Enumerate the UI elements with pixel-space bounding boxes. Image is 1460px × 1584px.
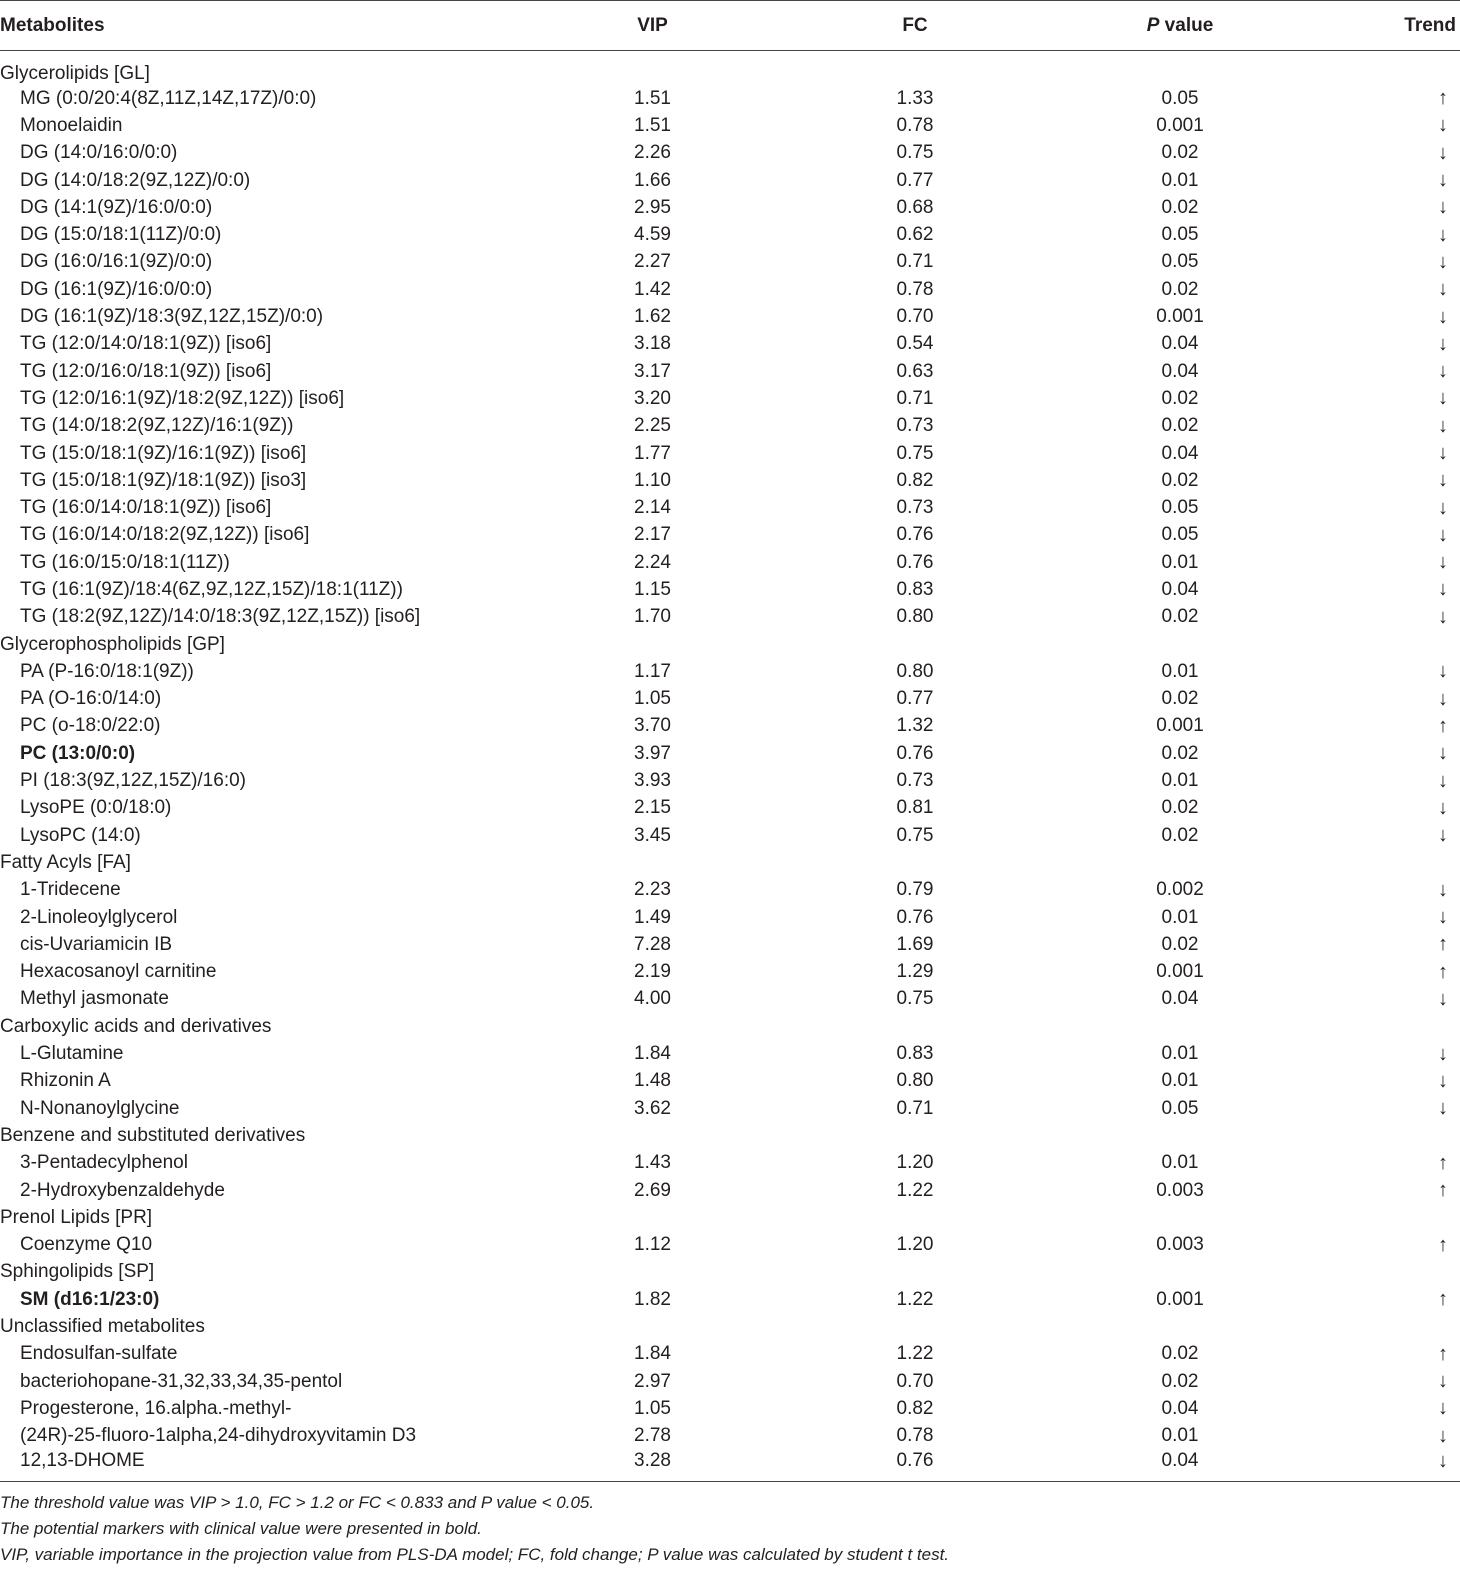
metabolite-name: bacteriohopane-31,32,33,34,35-pentol <box>20 1370 343 1392</box>
table-row <box>0 931 1460 958</box>
trend-arrow: ↓ <box>1438 906 1448 929</box>
fc-cell: 0.78 <box>896 114 934 136</box>
trend-arrow: ↓ <box>1438 578 1448 601</box>
metabolite-name: 1-Tridecene <box>20 879 121 901</box>
table-row <box>0 1341 1460 1368</box>
p-value-cell: 0.01 <box>1161 1152 1199 1174</box>
fc-cell: 0.75 <box>896 824 934 846</box>
header-trend: Trend <box>1275 1 1460 51</box>
table-row <box>0 440 1460 467</box>
fc-cell: 0.68 <box>896 196 934 218</box>
vip-cell: 4.00 <box>634 988 671 1010</box>
p-value-cell: 0.01 <box>1161 660 1199 682</box>
table-row <box>0 522 1460 549</box>
category-row <box>0 1013 1460 1040</box>
vip-cell: 7.28 <box>634 933 671 955</box>
trend-arrow: ↓ <box>1438 278 1448 301</box>
fc-cell: 0.77 <box>896 688 934 710</box>
category-row <box>0 1204 1460 1231</box>
fc-cell: 0.63 <box>896 360 934 382</box>
vip-cell: 3.28 <box>560 1450 745 1482</box>
table-row <box>0 413 1460 440</box>
table-row <box>0 331 1460 358</box>
metabolite-name: TG (16:0/15:0/18:1(11Z)) <box>20 551 230 573</box>
p-value-cell: 0.01 <box>1161 906 1199 928</box>
metabolite-name: TG (16:1(9Z)/18:4(6Z,9Z,12Z,15Z)/18:1(11Z)) <box>20 578 403 600</box>
category-label: Glycerolipids [GL] <box>0 63 150 84</box>
vip-cell: 2.23 <box>634 879 671 901</box>
vip-cell: 3.45 <box>634 824 671 846</box>
metabolite-name: TG (16:0/14:0/18:2(9Z,12Z)) [iso6] <box>20 524 310 546</box>
table-row <box>0 303 1460 330</box>
table-row <box>0 467 1460 494</box>
metabolite-name: 2-Linoleoylglycerol <box>20 906 178 928</box>
table-row <box>0 1068 1460 1095</box>
vip-cell: 1.10 <box>634 469 671 491</box>
fc-cell: 0.73 <box>896 770 934 792</box>
vip-cell: 1.05 <box>634 688 671 710</box>
metabolite-name: Monoelaidin <box>20 114 123 136</box>
p-value-cell: 0.001 <box>1156 114 1204 136</box>
p-value-cell: 0.02 <box>1161 1370 1199 1392</box>
table-row <box>0 1368 1460 1395</box>
p-value-cell: 0.05 <box>1161 87 1199 109</box>
p-value-cell: 0.04 <box>1085 1450 1275 1482</box>
metabolite-name: TG (12:0/14:0/18:1(9Z)) [iso6] <box>20 333 272 355</box>
trend-arrow: ↑ <box>1438 1179 1448 1202</box>
fc-cell: 0.76 <box>896 524 934 546</box>
fc-cell: 0.70 <box>896 306 934 328</box>
trend-arrow: ↓ <box>1438 878 1448 901</box>
vip-cell: 1.51 <box>634 87 671 109</box>
metabolite-name: Hexacosanoyl carnitine <box>20 961 217 983</box>
table-row <box>0 1395 1460 1422</box>
fc-cell: 0.73 <box>896 497 934 519</box>
category-label: Unclassified metabolites <box>0 1316 205 1337</box>
vip-cell: 1.15 <box>634 578 671 600</box>
trend-arrow: ↓ <box>1438 223 1448 246</box>
p-value-cell: 0.02 <box>1161 387 1199 409</box>
category-row <box>0 631 1460 658</box>
fc-cell: 1.22 <box>896 1179 934 1201</box>
vip-cell: 1.62 <box>634 306 671 328</box>
table-row <box>0 385 1460 412</box>
vip-cell: 3.17 <box>634 360 671 382</box>
vip-cell: 2.95 <box>634 196 671 218</box>
fc-cell: 1.20 <box>896 1152 934 1174</box>
header-row <box>0 1 1460 51</box>
vip-cell: 1.49 <box>634 906 671 928</box>
table-row <box>0 549 1460 576</box>
p-value-cell: 0.02 <box>1161 797 1199 819</box>
metabolite-name: Coenzyme Q10 <box>20 1234 153 1256</box>
trend-arrow: ↑ <box>1438 1151 1448 1174</box>
trend-arrow: ↓ <box>1438 387 1448 410</box>
metabolite-name: (24R)-25-fluoro-1alpha,24-dihydroxyvitamin D3 <box>20 1425 417 1447</box>
fc-cell: 0.76 <box>896 742 934 764</box>
table-row <box>0 194 1460 221</box>
p-value-cell: 0.05 <box>1161 497 1199 519</box>
p-value-cell: 0.001 <box>1156 1288 1204 1310</box>
vip-cell: 2.17 <box>634 524 671 546</box>
vip-cell: 3.62 <box>634 1097 671 1119</box>
vip-cell: 1.70 <box>634 606 671 628</box>
trend-arrow: ↑ <box>1438 1233 1448 1256</box>
metabolite-name: PA (P-16:0/18:1(9Z)) <box>20 660 194 682</box>
p-value-cell: 0.01 <box>1161 1425 1199 1447</box>
vip-cell: 1.12 <box>634 1234 671 1256</box>
fc-cell: 0.80 <box>896 1070 934 1092</box>
trend-arrow: ↓ <box>1438 1042 1448 1065</box>
table-row <box>0 767 1460 794</box>
category-label: Glycerophospholipids [GP] <box>0 633 225 655</box>
metabolite-name: DG (16:1(9Z)/16:0/0:0) <box>20 278 213 300</box>
p-value-cell: 0.05 <box>1161 524 1199 546</box>
table-body <box>0 51 1460 1482</box>
fc-cell: 0.54 <box>896 333 934 355</box>
table-row <box>0 904 1460 931</box>
table-row <box>0 167 1460 194</box>
category-label: Benzene and substituted derivatives <box>0 1124 306 1146</box>
vip-cell: 2.78 <box>634 1425 671 1447</box>
trend-arrow: ↓ <box>1438 1097 1448 1120</box>
table-row <box>0 576 1460 603</box>
fc-cell: 0.80 <box>896 660 934 682</box>
table-row <box>0 1450 1460 1482</box>
fc-cell: 0.79 <box>896 879 934 901</box>
trend-arrow: ↓ <box>1438 250 1448 273</box>
metabolite-name: MG (0:0/20:4(8Z,11Z,14Z,17Z)/0:0) <box>20 87 317 109</box>
metabolite-name: TG (15:0/18:1(9Z)/16:1(9Z)) [iso6] <box>20 442 307 464</box>
trend-arrow: ↓ <box>1438 196 1448 219</box>
vip-cell: 1.48 <box>634 1070 671 1092</box>
metabolite-name: Methyl jasmonate <box>20 988 169 1010</box>
fc-cell: 0.76 <box>896 906 934 928</box>
fc-cell: 1.29 <box>896 961 934 983</box>
metabolite-name: DG (15:0/18:1(11Z)/0:0) <box>20 224 222 246</box>
p-value-cell: 0.05 <box>1161 224 1199 246</box>
p-value-cell: 0.001 <box>1156 961 1204 983</box>
trend-arrow: ↑ <box>1438 1288 1448 1311</box>
footnotes <box>0 1482 1460 1568</box>
p-value-cell: 0.05 <box>1161 251 1199 273</box>
table-row <box>0 494 1460 521</box>
p-value-cell: 0.01 <box>1161 1070 1199 1092</box>
table-row <box>0 249 1460 276</box>
fc-cell: 0.81 <box>896 797 934 819</box>
trend-arrow: ↓ <box>1438 987 1448 1010</box>
metabolite-name: PC (o-18:0/22:0) <box>20 715 161 737</box>
p-value-cell: 0.02 <box>1161 469 1199 491</box>
vip-cell: 1.66 <box>634 169 671 191</box>
fc-cell: 1.32 <box>896 715 934 737</box>
table-row <box>0 986 1460 1013</box>
fc-cell: 0.76 <box>745 1450 1085 1482</box>
fc-cell: 1.69 <box>896 933 934 955</box>
metabolite-name: DG (16:0/16:1(9Z)/0:0) <box>20 251 213 273</box>
trend-arrow: ↓ <box>1438 523 1448 546</box>
p-value-cell: 0.02 <box>1161 142 1199 164</box>
table-row <box>0 1286 1460 1313</box>
vip-cell: 3.70 <box>634 715 671 737</box>
trend-arrow: ↓ <box>1275 1450 1460 1482</box>
table-row <box>0 959 1460 986</box>
metabolite-name: 3-Pentadecylphenol <box>20 1152 188 1174</box>
vip-cell: 2.19 <box>634 961 671 983</box>
p-value-cell: 0.05 <box>1161 1097 1199 1119</box>
fc-cell: 0.83 <box>896 578 934 600</box>
trend-arrow: ↓ <box>1438 1370 1448 1393</box>
table-row <box>0 877 1460 904</box>
p-value-cell: 0.04 <box>1161 988 1199 1010</box>
vip-cell: 3.97 <box>634 742 671 764</box>
fc-cell: 0.82 <box>896 469 934 491</box>
trend-arrow: ↓ <box>1438 114 1448 137</box>
footnote: The potential markers with clinical value were presented in bold. <box>0 1518 482 1538</box>
fc-cell: 0.82 <box>896 1397 934 1419</box>
footnote: VIP, variable importance in the projection value from PLS-DA model; FC, fold change; P value was calculated by student t test. <box>0 1544 950 1564</box>
trend-arrow: ↓ <box>1438 496 1448 519</box>
trend-arrow: ↓ <box>1438 469 1448 492</box>
fc-cell: 1.20 <box>896 1234 934 1256</box>
trend-arrow: ↑ <box>1438 87 1448 110</box>
p-value-cell: 0.01 <box>1161 551 1199 573</box>
table-row <box>0 1423 1460 1450</box>
trend-arrow: ↑ <box>1438 933 1448 956</box>
fc-cell: 0.71 <box>896 387 934 409</box>
table-row <box>0 140 1460 167</box>
trend-arrow: ↓ <box>1438 332 1448 355</box>
p-value-cell: 0.04 <box>1161 333 1199 355</box>
category-label: Fatty Acyls [FA] <box>0 851 131 873</box>
p-value-cell: 0.02 <box>1161 933 1199 955</box>
trend-arrow: ↓ <box>1438 442 1448 464</box>
metabolite-name: Endosulfan-sulfate <box>20 1343 178 1365</box>
category-label: Prenol Lipids [PR] <box>0 1206 153 1228</box>
vip-cell: 3.93 <box>634 770 671 792</box>
fc-cell: 0.75 <box>896 442 934 464</box>
vip-cell: 2.14 <box>634 497 671 519</box>
header-fc: FC <box>745 1 1085 51</box>
table-row <box>0 740 1460 767</box>
p-value-cell: 0.003 <box>1156 1234 1204 1256</box>
metabolite-name: Progesterone, 16.alpha.-methyl- <box>20 1397 292 1419</box>
table-row <box>0 713 1460 740</box>
category-row <box>0 1313 1460 1340</box>
table-row <box>0 358 1460 385</box>
category-row <box>0 849 1460 876</box>
fc-cell: 1.33 <box>896 87 934 109</box>
header-metabolites: Metabolites <box>0 1 560 51</box>
table-row <box>0 221 1460 248</box>
fc-cell: 0.75 <box>896 988 934 1010</box>
metabolite-name: TG (12:0/16:0/18:1(9Z)) [iso6] <box>20 360 272 382</box>
table-row <box>0 604 1460 631</box>
fc-cell: 0.62 <box>896 224 934 246</box>
trend-arrow: ↑ <box>1438 1342 1448 1365</box>
p-value-cell: 0.02 <box>1161 1343 1199 1365</box>
fc-cell: 0.75 <box>896 142 934 164</box>
p-value-cell: 0.02 <box>1161 688 1199 710</box>
vip-cell: 2.97 <box>634 1370 671 1392</box>
p-value-cell: 0.02 <box>1161 196 1199 218</box>
vip-cell: 1.82 <box>634 1288 671 1310</box>
header-vip: VIP <box>560 1 745 51</box>
p-value-cell: 0.04 <box>1161 578 1199 600</box>
vip-cell: 2.27 <box>634 251 671 273</box>
fc-cell: 0.83 <box>896 1043 934 1065</box>
vip-cell: 1.51 <box>634 114 671 136</box>
metabolite-name: TG (18:2(9Z,12Z)/14:0/18:3(9Z,12Z,15Z)) [iso6] <box>20 606 421 628</box>
trend-arrow: ↓ <box>1438 1397 1448 1420</box>
table-row <box>0 276 1460 303</box>
metabolite-name: SM (d16:1/23:0) <box>20 1288 160 1310</box>
p-value-cell: 0.04 <box>1161 1397 1199 1419</box>
trend-arrow: ↓ <box>1438 169 1448 192</box>
header-p-rest: value <box>1159 14 1214 36</box>
table-row <box>0 112 1460 139</box>
category-label: Carboxylic acids and derivatives <box>0 1015 272 1037</box>
table-row <box>0 658 1460 685</box>
table-row <box>0 1040 1460 1067</box>
metabolite-name: PA (O-16:0/14:0) <box>20 688 162 710</box>
fc-cell: 0.71 <box>896 1097 934 1119</box>
metabolite-name: LysoPE (0:0/18:0) <box>20 797 172 819</box>
fc-cell: 1.22 <box>896 1343 934 1365</box>
category-row <box>0 1259 1460 1286</box>
metabolite-name: 12,13-DHOME <box>0 1450 560 1482</box>
p-value-cell: 0.02 <box>1161 824 1199 846</box>
metabolite-name: DG (14:0/18:2(9Z,12Z)/0:0) <box>20 169 251 191</box>
vip-cell: 2.24 <box>634 551 671 573</box>
vip-cell: 3.20 <box>634 387 671 409</box>
p-value-cell: 0.001 <box>1156 306 1204 328</box>
vip-cell: 1.77 <box>634 442 671 464</box>
metabolite-name: LysoPC (14:0) <box>20 824 141 846</box>
trend-arrow: ↓ <box>1438 796 1448 819</box>
p-value-cell: 0.02 <box>1161 606 1199 628</box>
metabolite-name: Rhizonin A <box>20 1070 111 1092</box>
metabolite-name: PC (13:0/0:0) <box>20 742 136 764</box>
trend-arrow: ↓ <box>1438 305 1448 328</box>
fc-cell: 1.22 <box>896 1288 934 1310</box>
p-value-cell: 0.04 <box>1161 360 1199 382</box>
fc-cell: 0.78 <box>896 278 934 300</box>
vip-cell: 1.43 <box>634 1152 671 1174</box>
p-value-cell: 0.01 <box>1161 770 1199 792</box>
trend-arrow: ↓ <box>1438 605 1448 628</box>
footnote: The threshold value was VIP > 1.0, FC > 1.2 or FC < 0.833 and P value < 0.05. <box>0 1492 595 1512</box>
p-value-cell: 0.04 <box>1161 442 1199 464</box>
table-row <box>0 1095 1460 1122</box>
vip-cell: 1.42 <box>634 278 671 300</box>
trend-arrow: ↓ <box>1438 551 1448 574</box>
trend-arrow: ↓ <box>1438 660 1448 683</box>
metabolite-name: N-Nonanoylglycine <box>20 1097 180 1119</box>
trend-arrow: ↓ <box>1438 141 1448 164</box>
metabolite-name: DG (14:0/16:0/0:0) <box>20 142 178 164</box>
trend-arrow: ↓ <box>1438 742 1448 765</box>
metabolite-name: TG (12:0/16:1(9Z)/18:2(9Z,12Z)) [iso6] <box>20 387 345 409</box>
category-row <box>0 51 1460 86</box>
trend-arrow: ↑ <box>1438 714 1448 737</box>
vip-cell: 1.84 <box>634 1043 671 1065</box>
table-row <box>0 1177 1460 1204</box>
table-row <box>0 1150 1460 1177</box>
trend-arrow: ↓ <box>1438 1424 1448 1447</box>
vip-cell: 1.05 <box>634 1397 671 1419</box>
fc-cell: 0.73 <box>896 415 934 437</box>
metabolite-name: TG (16:0/14:0/18:1(9Z)) [iso6] <box>20 497 272 519</box>
vip-cell: 2.25 <box>634 415 671 437</box>
table-row <box>0 85 1460 112</box>
fc-cell: 0.78 <box>896 1425 934 1447</box>
metabolite-name: L-Glutamine <box>20 1043 124 1065</box>
p-value-cell: 0.002 <box>1156 879 1204 901</box>
table-row <box>0 686 1460 713</box>
trend-arrow: ↓ <box>1438 1069 1448 1092</box>
fc-cell: 0.77 <box>896 169 934 191</box>
p-value-cell: 0.01 <box>1161 169 1199 191</box>
category-label: Sphingolipids [SP] <box>0 1261 155 1283</box>
metabolite-name: 2-Hydroxybenzaldehyde <box>20 1179 225 1201</box>
trend-arrow: ↓ <box>1438 414 1448 437</box>
trend-arrow: ↓ <box>1438 769 1448 792</box>
p-value-cell: 0.02 <box>1161 742 1199 764</box>
vip-cell: 2.15 <box>634 797 671 819</box>
header-p-italic: P <box>1146 14 1160 36</box>
trend-arrow: ↓ <box>1438 360 1448 383</box>
fc-cell: 0.70 <box>896 1370 934 1392</box>
p-value-cell: 0.003 <box>1156 1179 1204 1201</box>
vip-cell: 4.59 <box>634 224 671 246</box>
vip-cell: 2.69 <box>634 1179 671 1201</box>
p-value-cell: 0.001 <box>1156 715 1204 737</box>
vip-cell: 1.17 <box>634 660 671 682</box>
trend-arrow: ↓ <box>1438 687 1448 710</box>
fc-cell: 0.71 <box>896 251 934 273</box>
table-row <box>0 1231 1460 1258</box>
trend-arrow: ↓ <box>1438 824 1448 847</box>
vip-cell: 1.84 <box>634 1343 671 1365</box>
vip-cell: 3.18 <box>634 333 671 355</box>
metabolite-name: TG (15:0/18:1(9Z)/18:1(9Z)) [iso3] <box>20 469 307 491</box>
table-row <box>0 822 1460 849</box>
metabolite-name: cis-Uvariamicin IB <box>20 933 173 955</box>
p-value-cell: 0.02 <box>1161 278 1199 300</box>
metabolite-name: DG (16:1(9Z)/18:3(9Z,12Z,15Z)/0:0) <box>20 306 324 328</box>
metabolite-name: TG (14:0/18:2(9Z,12Z)/16:1(9Z)) <box>20 415 294 437</box>
category-row <box>0 1122 1460 1149</box>
trend-arrow: ↑ <box>1438 960 1448 983</box>
fc-cell: 0.76 <box>896 551 934 573</box>
p-value-cell: 0.02 <box>1161 415 1199 437</box>
vip-cell: 2.26 <box>634 142 671 164</box>
metabolite-name: PI (18:3(9Z,12Z,15Z)/16:0) <box>20 770 246 792</box>
p-value-cell: 0.01 <box>1161 1043 1199 1065</box>
header-p-value <box>1085 1 1275 51</box>
table-row <box>0 795 1460 822</box>
fc-cell: 0.80 <box>896 606 934 628</box>
metabolite-name: DG (14:1(9Z)/16:0/0:0) <box>20 196 213 218</box>
